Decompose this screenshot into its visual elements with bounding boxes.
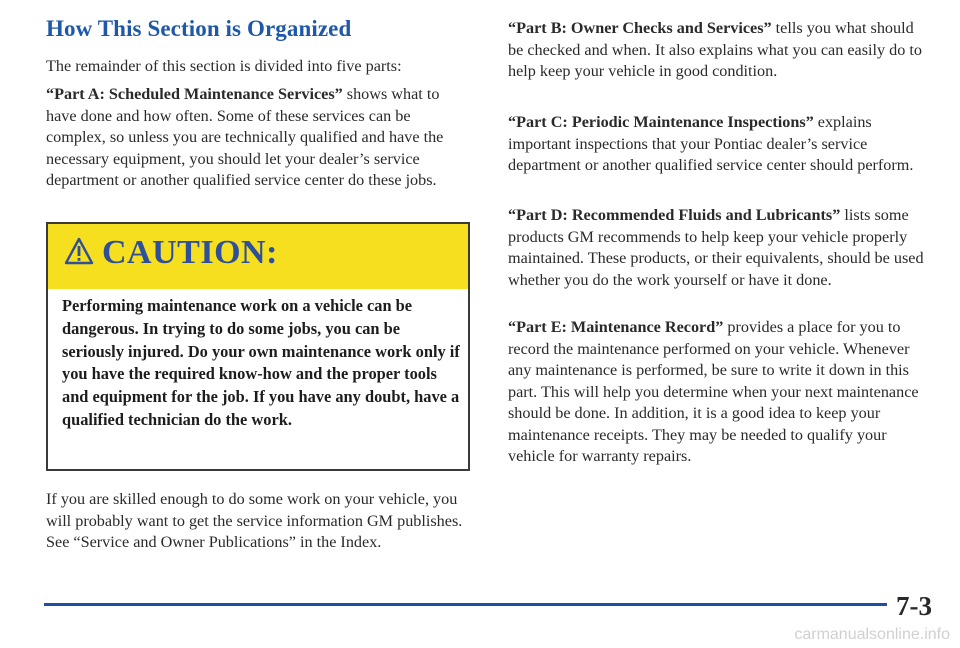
part-c-paragraph	[508, 112, 928, 177]
part-b-title: “Part B: Owner Checks and Services”	[508, 19, 772, 37]
part-d-title: “Part D: Recommended Fluids and Lubricants”	[508, 206, 841, 224]
part-e-title: “Part E: Maintenance Record”	[508, 318, 724, 336]
section-title: How This Section is Organized	[46, 16, 352, 41]
part-c-text: explains important inspections that your Pontiac dealer’s service department or another qualified service center should perform.	[508, 113, 914, 174]
part-c-title: “Part C: Periodic Maintenance Inspections”	[508, 113, 814, 131]
caution-box	[46, 222, 470, 471]
part-d-paragraph	[508, 205, 928, 291]
intro-text: The remainder of this section is divided into five parts:	[46, 57, 402, 75]
part-b-text: tells you what should be checked and when. It also explains what you can easily do to help keep your vehicle in good condition.	[508, 19, 922, 80]
warning-triangle-icon	[64, 237, 94, 270]
watermark: carmanualsonline.info	[794, 626, 950, 643]
after-caution-text: If you are skilled enough to do some work on your vehicle, you will probably want to get the service information GM publishes. See “Service and Owner Publications” in the Index.	[46, 490, 463, 551]
part-a-title: “Part A: Scheduled Maintenance Services”	[46, 85, 343, 103]
part-e-text: provides a place for you to record the maintenance performed on your vehicle. Whenever any maintenance is performed, be sure to write it down in this part. This will help you determine when your next maintenance should be done. In addition, it is a good idea to keep your maintenance receipts. They may be needed to qualify your vehicle for warranty repairs.	[508, 318, 919, 465]
part-d-text: lists some products GM recommends to help keep your vehicle properly maintained. These products, or their equivalents, should be used whether you do the work yourself or have it done.	[508, 206, 924, 289]
caution-header	[48, 224, 468, 289]
part-a-text: shows what to have done and how often. Some of these services can be complex, so unless you are technically qualified and have the necessary equipment, you should let your dealer’s service department or another qualified service center do these jobs.	[46, 85, 444, 189]
part-e-paragraph	[508, 317, 928, 468]
part-a-paragraph	[46, 84, 466, 192]
page-number: 7-3	[896, 591, 932, 621]
caution-text: Performing maintenance work on a vehicle can be dangerous. In trying to do some jobs, you can be seriously injured. Do your own maintenance work only if you have the required know-how and the proper tools and equipment for the job. If you have any doubt, have a qualified technician do the work.	[62, 296, 460, 429]
caution-title: CAUTION:	[102, 234, 278, 271]
part-b-paragraph	[508, 18, 928, 83]
footer-rule	[44, 603, 887, 606]
